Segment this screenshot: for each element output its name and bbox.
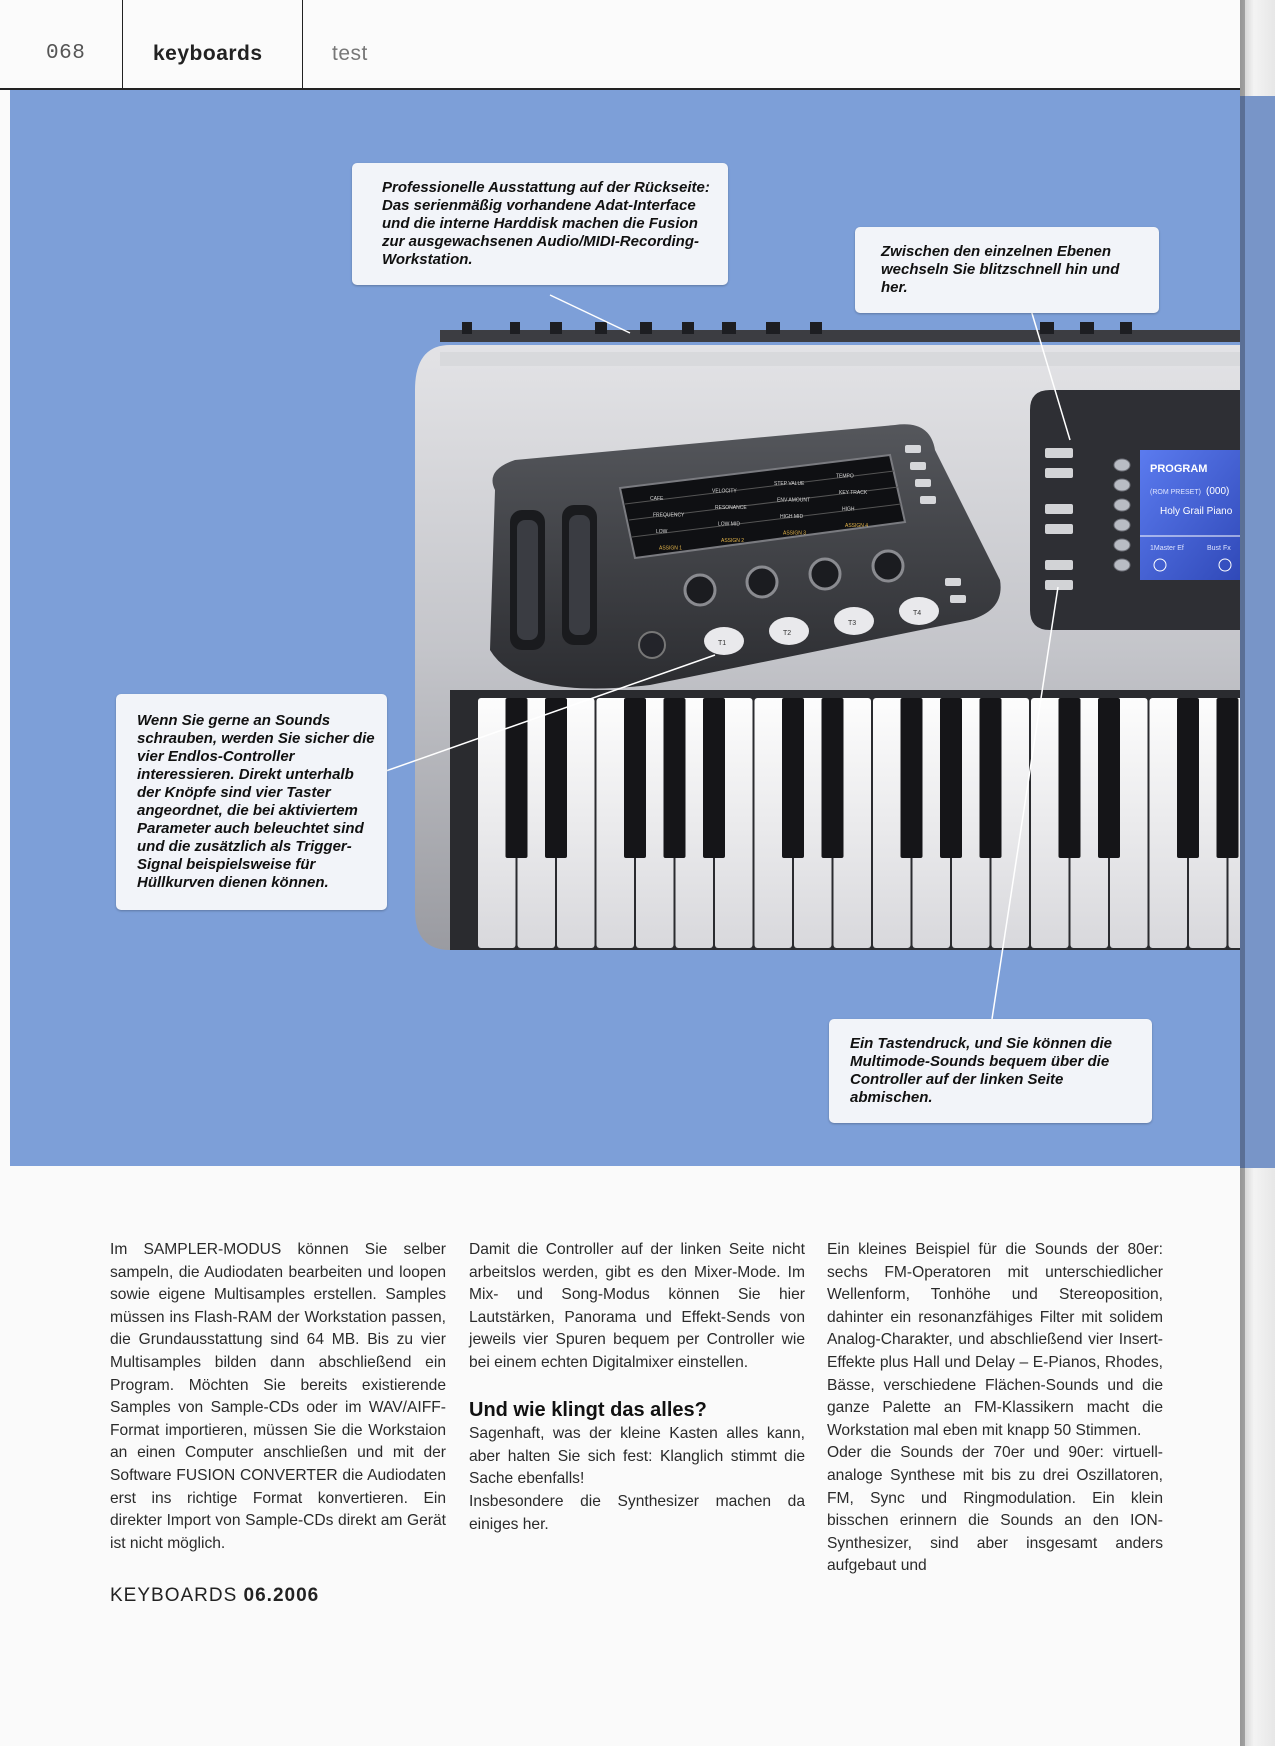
- page-number: 068: [46, 42, 86, 65]
- panel-label: RESONANCE: [715, 505, 747, 511]
- callout-endless-controllers: Wenn Sie gerne an Sounds schrauben, werden Sie sicher die vier Endlos-Controller interessieren. Direkt unterhalb der Knöpfe sind vier Taster angeordnet, die bei aktiviertem Parameter auch beleuchtet sind und die zusätzlich als Trigger-Signal beispielsweise für Hüllkurven dienen können.: [116, 694, 387, 910]
- black-key: [980, 698, 1002, 858]
- panel-label: VELOCITY: [712, 488, 737, 495]
- black-key: [940, 698, 962, 858]
- black-key: [545, 698, 567, 858]
- lcd-sound-name: Holy Grail Piano: [1160, 506, 1233, 517]
- panel-label: ASSIGN 4: [845, 523, 869, 529]
- facing-page-edge: [1240, 0, 1275, 1746]
- product-photo-panel: [10, 90, 1240, 1166]
- panel-label: HIGH: [842, 506, 855, 513]
- panel-label: HIGH MID: [780, 514, 804, 520]
- lcd-effect-2: Bust Fx: [1207, 545, 1231, 552]
- paragraph-80s-sounds: Ein kleines Beispiel für die Sounds der 80er: sechs FM-Operatoren mit unterschiedlicher Wellenform, Tonhöhe und Stereoposition, dahinter ein resonanzfähiges Filter mit solidem Analog-Charakter, und abschließend vier Insert-Effekte plus Hall und Delay – E-Pianos, Rhodes, Bässe, verschiedene Flächen-Sounds und die ganze Palette an FM-Klassikern macht die Workstation mal eben mit knapp 50 Stimmen.: [827, 1241, 1163, 1439]
- article-column-1: [110, 1239, 446, 1555]
- panel-label: TEMPO: [836, 473, 854, 480]
- issue-date: 06.2006: [243, 1585, 320, 1606]
- black-key: [1059, 698, 1081, 858]
- page-header: [0, 0, 1240, 90]
- black-key: [822, 698, 844, 858]
- paragraph-sampler-mode: Im SAMPLER-MODUS können Sie selber sampeln, die Audiodaten bearbeiten und loopen sowie eigene Multisamples erstellen. Samples müssen ins Flash-RAM der Workstation passen, die Grundausstattung sind 64 MB. Bis zu vier Multisamples bilden dann abschließend ein Program. Möchten Sie bereits existierende Samples von Sample-CDs oder im WAV/AIFF-Format importieren, müssen Sie die Workstaion an einen Computer anschließen und mit der Software FUSION CONVERTER die Audiodaten erst ins richtige Format konvertieren. Ein direkter Import von Sample-CDs direkt am Gerät ist nicht möglich.: [110, 1241, 446, 1552]
- keyboard-keys: [450, 690, 1240, 950]
- category-label: test: [332, 42, 368, 65]
- data-wheel: [639, 632, 665, 658]
- panel-label: LOW: [656, 529, 668, 535]
- callout-levels: Zwischen den einzelnen Ebenen wechseln Sie blitzschnell hin und her.: [855, 227, 1159, 313]
- article-column-3: [827, 1239, 1163, 1578]
- subheading-sound: Und wie klingt das alles?: [469, 1398, 707, 1421]
- right-control-section: [1030, 390, 1240, 630]
- black-key: [664, 698, 686, 858]
- lcd-preset-number: (000): [1206, 486, 1230, 497]
- panel-label: FREQUENCY: [653, 512, 685, 519]
- paragraph-mixer-mode: Damit die Controller auf der linken Seite nicht arbeitslos werden, gibt es den Mixer-Mode. Im Mix- und Song-Modus können Sie hier Lautstärken, Panorama und Effekt-Sends von jeweils vier Spuren bequem per Controller wie bei einem echten Digitalmixer einstellen.: [469, 1241, 805, 1371]
- black-key: [703, 698, 725, 858]
- lcd-effect-1: 1Master Ef: [1150, 545, 1184, 552]
- callout-rear-panel: Professionelle Ausstattung auf der Rückseite: Das serienmäßig vorhandene Adat-Interface und die interne Harddisk machen die Fusion zur ausgewachsenen Audio/MIDI-Recording-Workstation.: [352, 163, 728, 285]
- trigger-pad-label: T2: [783, 630, 792, 637]
- callout-multimode: Ein Tastendruck, und Sie können die Multimode-Sounds bequem über die Controller auf der linken Seite abmischen.: [829, 1019, 1152, 1123]
- trigger-pad-label: T3: [848, 620, 857, 627]
- black-key: [901, 698, 923, 858]
- paragraph-sound-quality: Sagenhaft, was der kleine Kasten alles kann, aber halten Sie sich fest: Klanglich stimmt die Sache ebenfalls!: [469, 1425, 805, 1488]
- trigger-pad-label: T4: [913, 610, 922, 617]
- trigger-pad-label: T1: [718, 640, 727, 647]
- black-key: [1098, 698, 1120, 858]
- panel-label: STEP VALUE: [774, 481, 805, 487]
- rear-connectors: [440, 322, 1240, 342]
- paragraph-synthesizer: Insbesondere die Synthesizer machen da einiges her.: [469, 1492, 805, 1533]
- magazine-name: KEYBOARDS: [110, 1585, 238, 1606]
- black-key: [782, 698, 804, 858]
- panel-label: ASSIGN 1: [659, 545, 683, 552]
- panel-label: CAFE: [650, 496, 664, 502]
- section-title: keyboards: [153, 42, 263, 65]
- panel-label: KEY TRACK: [839, 490, 868, 496]
- black-key: [1177, 698, 1199, 858]
- black-key: [624, 698, 646, 858]
- lcd-program-title: PROGRAM: [1150, 463, 1208, 475]
- lcd-preset: (ROM PRESET): [1150, 489, 1201, 496]
- paragraph-70s-90s-sounds: Oder die Sounds der 70er und 90er: virtuell-analoge Synthese mit bis zu drei Oszillatoren, FM, Sync und Ringmodulation. Ein klein bisschen erinnern die Sounds an den ION-Synthesizer, sind aber insgesamt anders aufgebaut und: [827, 1444, 1163, 1575]
- article-column-2: [469, 1239, 805, 1536]
- panel-label: LOW MID: [718, 521, 740, 528]
- panel-label: ASSIGN 2: [721, 538, 745, 544]
- black-key: [1217, 698, 1239, 858]
- panel-label: ASSIGN 3: [783, 530, 807, 537]
- panel-label: ENV AMOUNT: [777, 497, 811, 504]
- page-footer: [110, 1585, 319, 1607]
